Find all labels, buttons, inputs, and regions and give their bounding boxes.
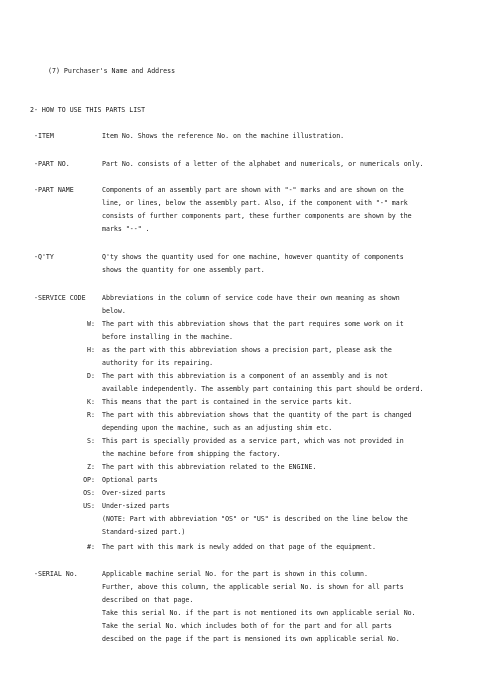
service-code-h: H:	[87, 346, 95, 354]
service-code-text-line: before installing in the machine.	[102, 333, 234, 341]
part-no-label: -PART NO.	[34, 160, 70, 168]
part-name-text-line: consists of further components part, these further components are shown by the	[102, 212, 412, 220]
service-code-hash: #:	[87, 543, 95, 551]
serial-no-text-line: described on that page.	[102, 596, 194, 604]
part-name-text-line: marks "--" .	[102, 225, 150, 233]
service-code-s: S:	[87, 437, 95, 445]
service-code-w: W:	[87, 320, 95, 328]
qty-text-line: Q'ty shows the quantity used for one machine, however quantity of components	[102, 253, 404, 261]
part-name-text-line: line, or lines, below the assembly part. Also, if the component with "-" mark	[102, 199, 408, 207]
service-code-text-line: the machine before from shipping the factory.	[102, 450, 281, 458]
service-code-text-line: Under-sized parts	[102, 502, 170, 510]
serial-no-label: -SERIAL No.	[34, 570, 78, 578]
service-code-r: R:	[87, 411, 95, 419]
service-code-os: OS:	[83, 489, 95, 497]
serial-no-text-line: Take the serial No. which includes both of for the part and for all parts	[102, 622, 392, 630]
service-code-label: -SERVICE CODE	[34, 294, 86, 302]
service-code-text-line: The part with this abbreviation shows that the quantity of the part is changed	[102, 411, 412, 419]
part-name-text-line: Components of an assembly part are shown with "-" marks and are shown on the	[102, 186, 404, 194]
service-code-text-line: Standard-sized part.)	[102, 528, 186, 536]
service-code-text-line: This part is specially provided as a service part, which was not provided in	[102, 437, 404, 445]
serial-no-text-line: descibed on the page if the part is mensioned its own applicable serial No.	[102, 635, 400, 643]
service-code-text-line: available independently. The assembly part containing this part should be orderd.	[102, 385, 424, 393]
service-code-text-line: authority for its repairing.	[102, 359, 214, 367]
service-code-text-line: as the part with this abbreviation shows a precision part, please ask the	[102, 346, 392, 354]
item-label: -ITEM	[34, 132, 54, 140]
service-code-text-line: (NOTE: Part with abbreviation "OS" or "US" is described on the line below the	[102, 515, 408, 523]
part-name-label: -PART NAME	[34, 186, 74, 194]
service-code-d: D:	[87, 372, 95, 380]
qty-label: -Q'TY	[34, 253, 54, 261]
service-code-text-line: The part with this abbreviation shows that the part requires some work on it	[102, 320, 404, 328]
service-code-text-line: Optional parts	[102, 476, 158, 484]
section-heading: 2- HOW TO USE THIS PARTS LIST	[30, 106, 146, 114]
item-text-line: Item No. Shows the reference No. on the machine illustration.	[102, 132, 345, 140]
service-code-k: K:	[87, 398, 95, 406]
serial-no-text-line: Applicable machine serial No. for the part is shown in this column.	[102, 570, 368, 578]
service-code-z: Z:	[87, 463, 95, 471]
service-code-intro-line: Abbreviations in the column of service code have their own meaning as shown	[102, 294, 400, 302]
service-code-text-line: The part with this mark is newly added on that page of the equipment.	[102, 543, 376, 551]
service-code-text-line: The part with this abbreviation is a component of an assembly and is not	[102, 372, 388, 380]
serial-no-text-line: Take this serial No. if the part is not mentioned its own applicable serial No.	[102, 609, 416, 617]
service-code-op: OP:	[83, 476, 95, 484]
part-no-text-line: Part No. consists of a letter of the alphabet and numericals, or numericals only.	[102, 160, 424, 168]
service-code-intro-line: below.	[102, 307, 126, 315]
service-code-text-line: Over-sized parts	[102, 489, 166, 497]
serial-no-text-line: Further, above this column, the applicable serial No. is shown for all parts	[102, 583, 404, 591]
service-code-us: US:	[83, 502, 95, 510]
service-code-text-line: The part with this abbreviation related to the ENGINE.	[102, 463, 317, 471]
service-code-text-line: depending upon the machine, such as an adjusting shim etc.	[102, 424, 333, 432]
qty-text-line: shows the quantity for one assembly part.	[102, 266, 265, 274]
service-code-text-line: This means that the part is contained in the service parts kit.	[102, 398, 353, 406]
purchaser-line: (7) Purchaser's Name and Address	[48, 67, 176, 75]
